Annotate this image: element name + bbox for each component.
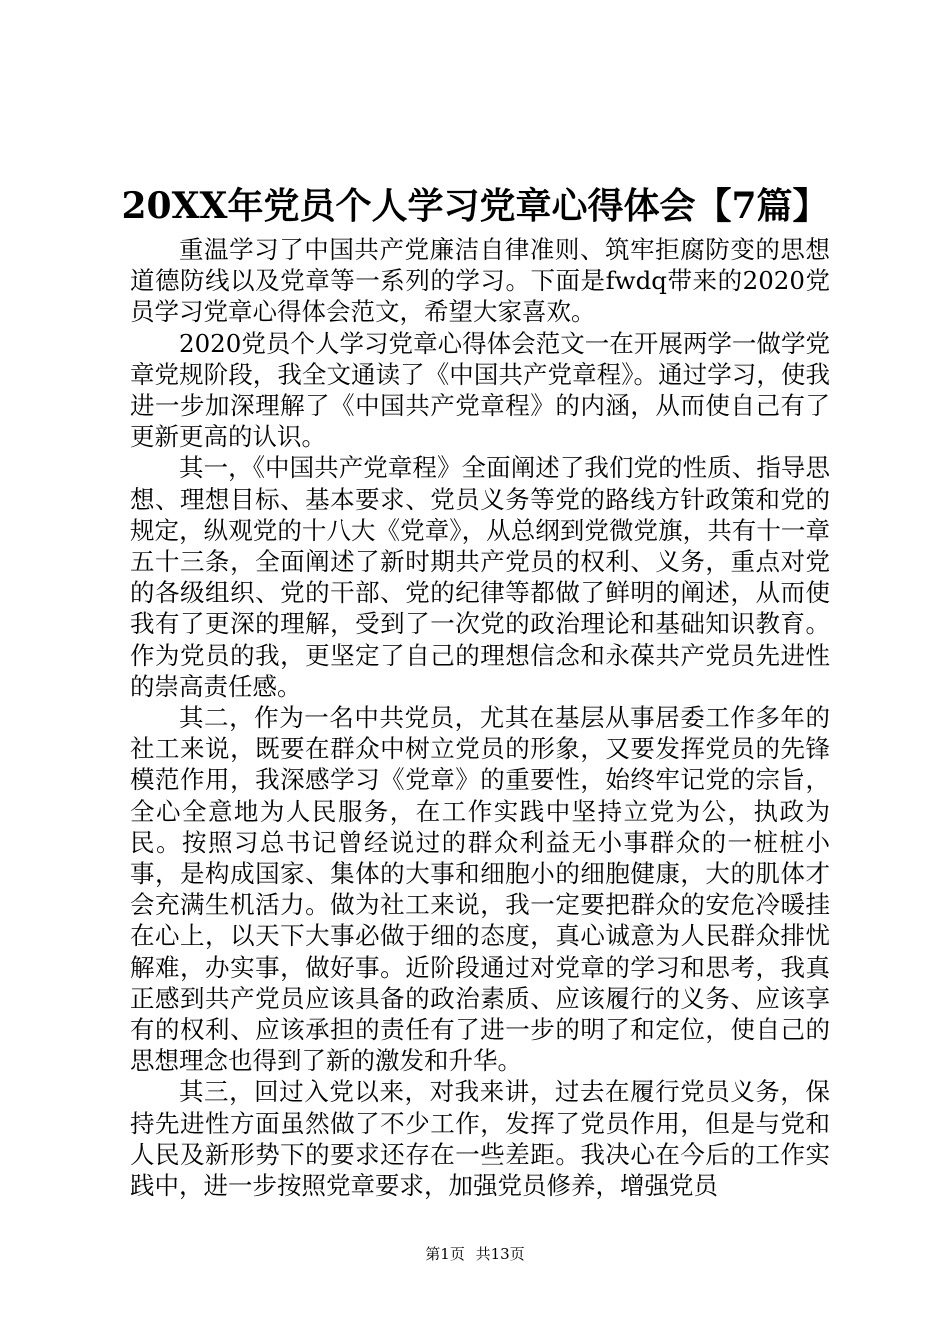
paragraph-intro: 重温学习了中国共产党廉洁自律准则、筑牢拒腐防变的思想道德防线以及党章等一系列的学习。下面是fwdq带来的2020党员学习党章心得体会范文，希望大家喜欢。 <box>130 235 830 327</box>
page-number-current: 第1页 <box>425 1245 465 1263</box>
document-body <box>130 234 830 1201</box>
page-number-total: 共13页 <box>475 1245 525 1263</box>
paragraph-essay-one: 2020党员个人学习党章心得体会范文一在开展两学一做学党章党规阶段，我全文通读了《中国共产党章程》。通过学习，使我进一步加深理解了《中国共产党章程》的内涵，从而使自己有了更新更高的认识。 <box>130 328 830 452</box>
paragraph-point-three: 其三，回过入党以来，对我来讲，过去在履行党员义务，保持先进性方面虽然做了不少工作，发挥了党员作用，但是与党和人民及新形势下的要求还存在一些差距。我决心在今后的工作实践中，进一步按照党章要求，加强党员修养，增强党员 <box>130 1077 830 1201</box>
page-footer <box>0 1243 950 1265</box>
document-title: 20XX年党员个人学习党章心得体会【7篇】 <box>121 185 829 227</box>
paragraph-point-one: 其一，《中国共产党章程》全面阐述了我们党的性质、指导思想、理想目标、基本要求、党员义务等党的路线方针政策和党的规定，纵观党的十八大《党章》，从总纲到党微党旗，共有十一章五十三条，全面阐述了新时期共产党员的权利、义务，重点对党的各级组织、党的干部、党的纪律等都做了鲜明的阐述，从而使我有了更深的理解，受到了一次党的政治理论和基础知识教育。作为党员的我，更坚定了自己的理想信念和永葆共产党员先进性的崇高责任感。 <box>130 453 830 701</box>
paragraph-point-two: 其二，作为一名中共党员，尤其在基层从事居委工作多年的社工来说，既要在群众中树立党员的形象，又要发挥党员的先锋模范作用，我深感学习《党章》的重要性，始终牢记党的宗旨，全心全意地为人民服务，在工作实践中坚持立党为公，执政为民。按照习总书记曾经说过的群众利益无小事群众的一桩桩小事，是构成国家、集体的大事和细胞小的细胞健康，大的肌体才会充满生机活力。做为社工来说，我一定要把群众的安危冷暖挂在心上，以天下大事必做于细的态度，真心诚意为人民群众排忧解难，办实事，做好事。近阶段通过对党章的学习和思考，我真正感到共产党员应该具备的政治素质、应该履行的义务、应该享有的权利、应该承担的责任有了进一步的明了和定位，使自己的思想理念也得到了新的激发和升华。 <box>130 703 830 1076</box>
